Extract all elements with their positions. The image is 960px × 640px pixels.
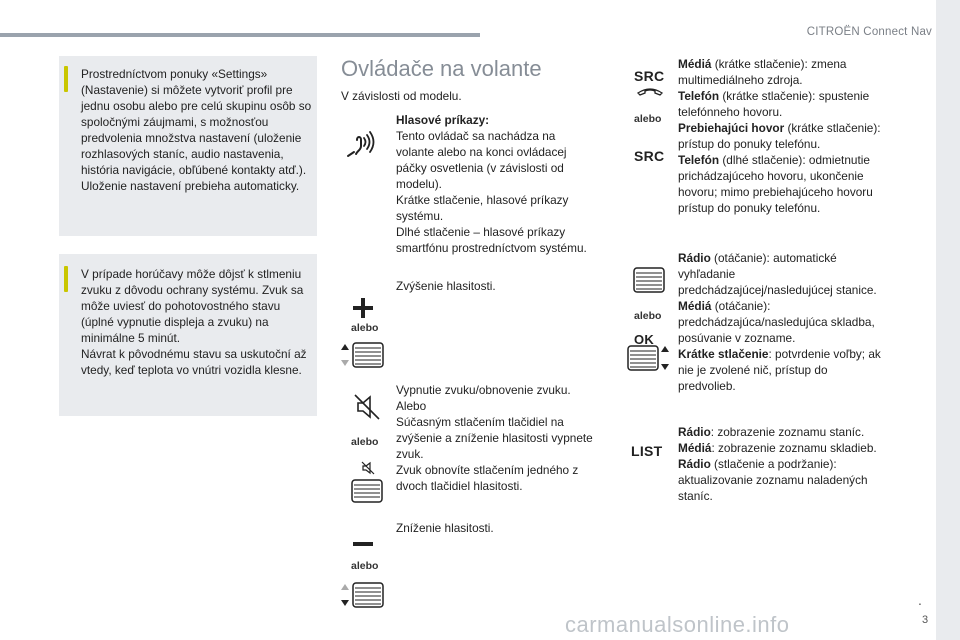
section-subtitle: V závislosti od modelu. [341,89,462,103]
thumbwheel-ok-icon [626,344,670,372]
note-text: Prostredníctvom ponuky «Settings» (Nastavenie) si môžete vytvoriť profil pre jednu osobu alebo pre celú skupinu osôb so spoločnými záujmami, s možnosťou predvolenia množstva nastavení (uloženie rozhlasových staníc, audio nastavenia, história navigácie, obľúbené kontakty atď.). Uloženie nastavení prebieha automaticky. [81,67,312,193]
mute-icon [352,392,382,422]
info-bar-icon [64,66,68,92]
voice-line: Dlhé stlačenie – hlasové príkazy smartfónu prostredníctvom systému. [396,225,587,255]
right-margin-strip [936,0,960,640]
note-text [81,266,313,378]
or-label: alebo [351,560,379,572]
voice-commands-desc [396,112,596,256]
mute-line: Vypnutie zvuku/obnovenie zvuku. [396,383,571,397]
thumbwheel-icon [350,478,384,504]
volume-up-desc: Zvýšenie hlasitosti. [396,279,496,293]
plus-icon [351,296,375,320]
term: Prebiehajúci hovor [678,121,785,135]
term-desc: (otáčanie): predchádzajúca/nasledujúca skladba, posúvanie v zozname. [678,299,875,345]
term: Rádio [678,251,711,265]
mute-small-icon [360,460,376,476]
info-bar-icon [64,266,68,292]
page-number: 3 [922,614,929,626]
note-paragraph: Návrat k pôvodnému stavu sa uskutoční až vtedy, keď teplota vo vnútri vozidla klesne. [81,347,307,377]
src-desc [678,56,888,216]
term-desc: (krátke stlačenie): prístup do ponuky telefónu. [678,121,881,151]
mute-line: Zvuk obnovíte stlačením jedného z dvoch tlačidiel hlasitosti. [396,463,579,493]
voice-line: Krátke stlačenie, hlasové príkazy systému. [396,193,569,223]
watermark: carmanualsonline.info [565,612,790,637]
or-label: alebo [351,436,379,448]
src-label: SRC [634,68,665,84]
term: Telefón [678,153,720,167]
term-desc: (dlhé stlačenie): odmietnutie prichádzajúceho hovoru, ukončenie hovoru; mimo prebiehajúceho hovoru prístup do ponuky telefónu. [678,153,873,215]
section-title: Ovládače na volante [341,56,542,81]
minus-icon [351,538,375,550]
thumbwheel-icon [632,266,666,294]
volume-down-desc: Zníženie hlasitosti. [396,521,494,535]
term: Médiá [678,57,712,71]
mute-line: Alebo [396,399,427,413]
term: Telefón [678,89,720,103]
term: Rádio [678,457,711,471]
wheel-desc [678,250,888,394]
info-note-profile [59,56,317,236]
mute-line: Súčasným stlačením tlačidiel na zvýšenie a zníženie hlasitosti vypnete zvuk. [396,415,593,461]
or-label: alebo [634,113,662,125]
term-desc: (stlačenie a podržanie): aktualizovanie zoznamu naladených staníc. [678,457,868,503]
list-desc [678,424,888,504]
thumbwheel-up-icon [340,340,386,370]
src-label: SRC [634,148,665,164]
term: Rádio [678,425,711,439]
ok-label: OK [634,332,655,347]
list-label: LIST [631,443,663,459]
voice-heading: Hlasové príkazy: [396,113,490,127]
or-label: alebo [351,322,379,334]
term: Krátke stlačenie [678,347,769,361]
thumbwheel-down-icon [340,580,386,610]
header-rule [0,33,480,37]
voice-command-icon [344,126,376,158]
mute-desc [396,382,596,494]
term-desc: (krátke stlačenie): zmena multimediálneho zdroja. [678,57,847,87]
term-desc: : potvrdenie voľby; ak nie je zvolené nič, prístup do predvolieb. [678,347,881,393]
page-header: CITROËN Connect Nav [806,26,932,38]
note-paragraph: V prípade horúčavy môže dôjsť k stlmeniu zvuku z dôvodu ochrany systému. Zvuk sa môže uviesť do pohotovostného stavu (úplné vypnutie displeja a zvuku) na minimálne 5 minút. [81,267,304,345]
term-desc: (otáčanie): automatické vyhľadanie predchádzajúcej/nasledujúcej stanice. [678,251,877,297]
term-desc: (krátke stlačenie): spustenie telefónneho hovoru. [678,89,870,119]
term-desc: : zobrazenie zoznamu skladieb. [711,441,877,455]
voice-line: Tento ovládač sa nachádza na volante alebo na konci ovládacej páčky osvetlenia (v závislosti od modelu). [396,129,567,191]
term-desc: : zobrazenie zoznamu staníc. [710,425,865,439]
info-note-heat [59,254,317,416]
phone-icon [636,86,664,96]
term: Médiá [678,441,712,455]
continuation-mark: . [918,592,922,608]
term: Médiá [678,299,712,313]
or-label: alebo [634,310,662,322]
